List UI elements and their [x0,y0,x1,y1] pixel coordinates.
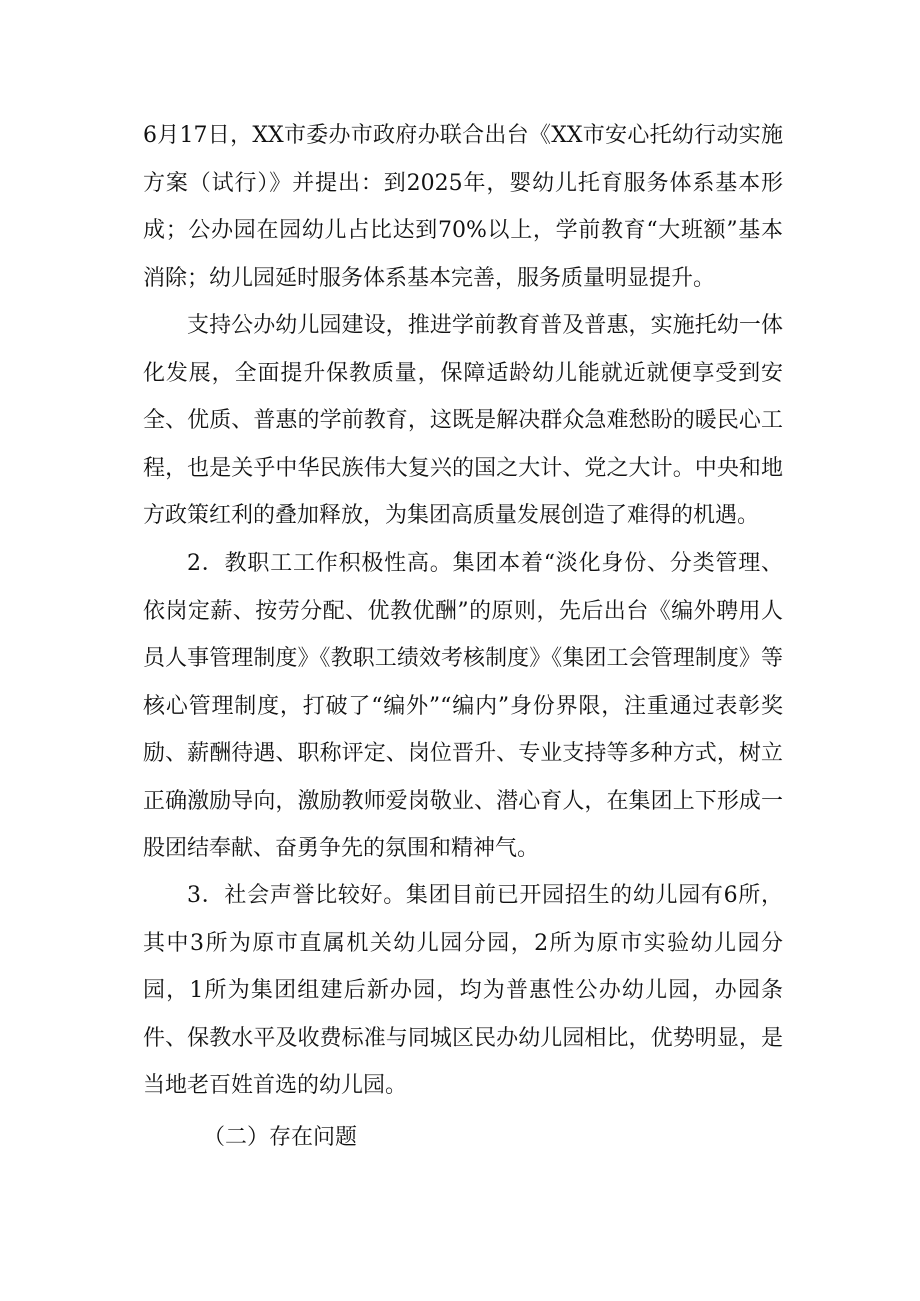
paragraph-public-kindergarten-support: 支持公办幼儿园建设，推进学前教育普及普惠，实施托幼一体化发展，全面提升保教质量，保障适龄幼儿能就近就便享受到安全、优质、普惠的学前教育，这既是解决群众急难愁盼的暖民心工程，也是关乎中华民族伟大复兴的国之大计、党之大计。中央和地方政策红利的叠加释放，为集团高质量发展创造了难得的机遇。 [143,313,783,528]
paragraph-social-reputation: 3．社会声誉比较好。集团目前已开园招生的幼儿园有6所，其中3所为原市直属机关幼儿园分园，2所为原市实验幼儿园分园，1所为集团组建后新办园，均为普惠性公办幼儿园，办园条件、保教水平及收费标准与同城区民办幼儿园相比，优势明显，是当地老百姓首选的幼儿园。 [143,883,783,1098]
paragraph-policy-plan: 6月17日，XX市委办市政府办联合出台《XX市安心托幼行动实施方案（试行）》并提出：到2025年，婴幼儿托育服务体系基本形成；公办园在园幼儿占比达到70%以上，学前教育“大班额”基本消除；幼儿园延时服务体系基本完善，服务质量明显提升。 [143,123,783,291]
paragraph-staff-motivation: 2．教职工工作积极性高。集团本着“淡化身份、分类管理、依岗定薪、按劳分配、优教优酬”的原则，先后出台《编外聘用人员人事管理制度》《教职工绩效考核制度》《集团工会管理制度》等核心管理制度，打破了“编外”“编内”身份界限，注重通过表彰奖励、薪酬待遇、职称评定、岗位晋升、专业支持等多种方式，树立正确激励导向，激励教师爱岗敬业、潜心育人，在集团上下形成一股团结奉献、奋勇争先的氛围和精神气。 [143,551,783,861]
section-heading-existing-problems: （二）存在问题 [203,1125,358,1150]
